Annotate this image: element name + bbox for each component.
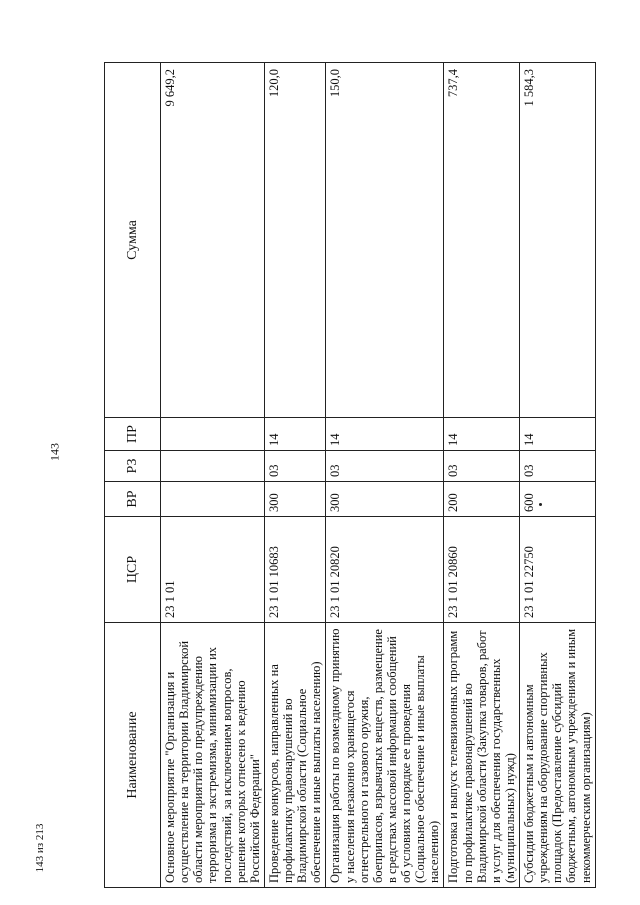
header-rz: РЗ — [105, 451, 161, 482]
row-pr: 14 — [444, 418, 520, 451]
row-rz: 03 — [326, 451, 444, 482]
row-csr: 23 1 01 — [161, 517, 265, 623]
row-vr: 200 — [444, 482, 520, 517]
row-vr: 300 — [264, 482, 326, 517]
row-name: Организация работы по возмездному принятию у населения незаконно хранящегося огнестрельного и газового оружия, боеприпасов, взрывчатых веществ, размещение в средствах массовой информации сообщений об условиях и порядке ее проведения (Социальное обеспечение и иные выплаты населению) — [326, 623, 444, 888]
table-row — [264, 63, 326, 888]
table-row — [444, 63, 520, 888]
row-csr: 23 1 01 10683 — [264, 517, 326, 623]
row-vr: 300 — [326, 482, 444, 517]
row-csr: 23 1 01 22750 — [520, 517, 596, 623]
row-vr: 600 — [520, 482, 596, 517]
row-sum: 737,4 — [444, 63, 520, 418]
table-row — [326, 63, 444, 888]
row-rz — [161, 451, 265, 482]
row-name: Субсидии бюджетным и автономным учреждениям на оборудование спортивных площадок (Предоставление субсидий бюджетным, автономным учреждениям и иным некоммерческим организациям) — [520, 623, 596, 888]
row-sum: 9 649,2 — [161, 63, 265, 418]
row-pr: 14 — [326, 418, 444, 451]
row-rz: 03 — [520, 451, 596, 482]
row-rz: 03 — [264, 451, 326, 482]
row-name: Проведение конкурсов, направленных на профилактику правонарушений во Владимирской области (Социальное обеспечение и иные выплаты населению) — [264, 623, 326, 888]
row-vr — [161, 482, 265, 517]
row-pr — [161, 418, 265, 451]
budget-table — [104, 62, 596, 888]
row-name: Подготовка и выпуск телевизионных программ по профилактике правонарушений во Владимирской области (Закупка товаров, работ и услуг для обеспечения государственных (муниципальных) нужд) — [444, 623, 520, 888]
row-sum: 120,0 — [264, 63, 326, 418]
row-name: Основное мероприятие "Организация и осуществление на территории Владимирской области мероприятий по предупреждению терроризма и экстремизма, минимизации их последствий, за исключением вопросов, решение которых отнесено к ведению Российской Федерации" — [161, 623, 265, 888]
table-row — [520, 63, 596, 888]
table-row — [161, 63, 265, 888]
page-number: 143 — [47, 443, 62, 461]
row-sum: 150,0 — [326, 63, 444, 418]
header-pr: ПР — [105, 418, 161, 451]
budget-table-container — [104, 63, 593, 888]
row-csr: 23 1 01 20860 — [444, 517, 520, 623]
row-rz: 03 — [444, 451, 520, 482]
row-pr: 14 — [264, 418, 326, 451]
table-header-row — [105, 63, 161, 888]
header-csr: ЦСР — [105, 517, 161, 623]
header-vr: ВР — [105, 482, 161, 517]
header-sum: Сумма — [105, 63, 161, 418]
header-name: Наименование — [105, 623, 161, 888]
row-csr: 23 1 01 20820 — [326, 517, 444, 623]
page-footer: 143 из 213 — [34, 823, 46, 873]
row-sum: 1 584,3 — [520, 63, 596, 418]
row-pr: 14 — [520, 418, 596, 451]
